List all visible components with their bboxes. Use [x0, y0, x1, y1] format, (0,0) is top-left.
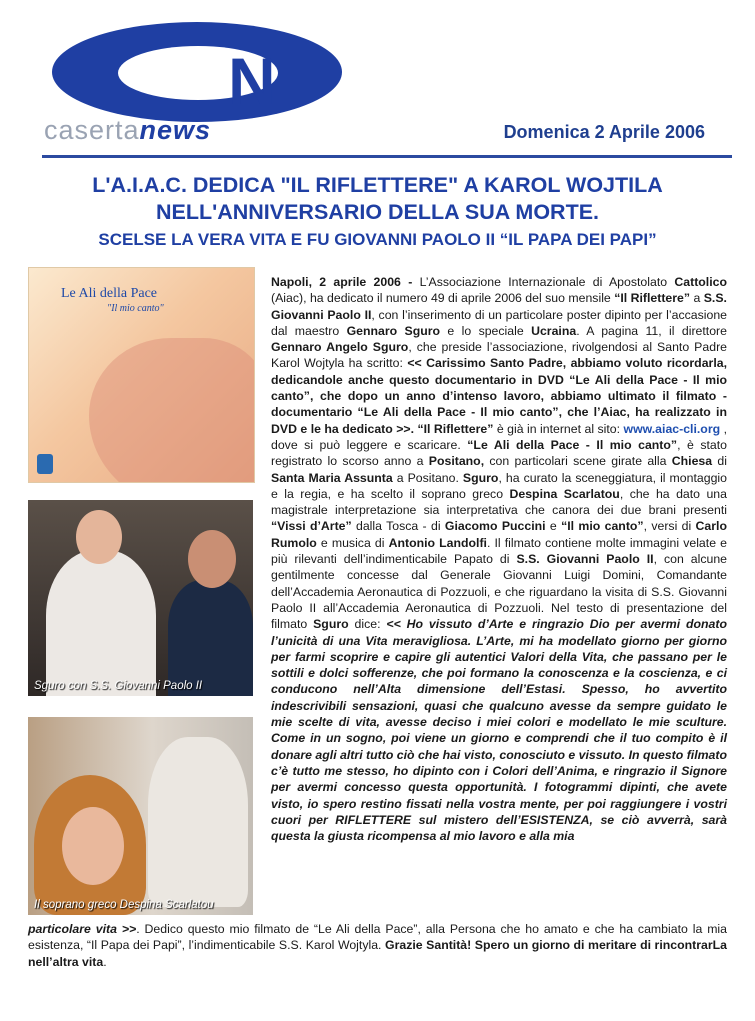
text-run: e musica di — [316, 535, 389, 550]
text-run: , versi di — [643, 519, 696, 534]
text-run: , con l’inserimento di un particolare poster dipinto per l’accasione dal maestro — [271, 307, 727, 338]
sculpture-bust — [148, 737, 248, 907]
man-figure — [168, 580, 253, 696]
photo-caption-2: Sguro con S.S. Giovanni Paolo II — [34, 680, 203, 692]
bold-run: Giacomo Puccini — [444, 519, 546, 534]
text-run: dalla Tosca - di — [351, 519, 445, 534]
headline-line-1: L'A.I.A.C. DEDICA "IL RIFLETTERE" A KAROL WOJTILA — [92, 173, 663, 197]
headline — [30, 172, 725, 226]
text-run: . Il filmato contiene molte immagini velate e più rilevanti dell’indimenticabile Papato di — [271, 535, 727, 567]
text-run: a Positano. — [392, 470, 463, 485]
quote-end: particolare vita >> — [28, 922, 137, 936]
photo-soprano — [28, 717, 253, 915]
brand-name — [44, 117, 211, 144]
bold-run: Cattolico — [674, 275, 727, 289]
text-run: e — [545, 519, 562, 534]
masthead — [0, 0, 755, 160]
text-run: , che ha dato una magistrale interpretazione sia interpretativa che canora dei due brani presenti — [271, 486, 727, 518]
logo-n-letter: N — [228, 44, 274, 118]
text-run: . Dedico questo mio filmato de “Le Ali della Pace”, alla Persona che ho amato e che ha cambiato la mia esistenza, “Il Papa dei Papi”, l’indimenticabile S.S. Karol Wojtyla. — [28, 922, 728, 953]
closing-thanks: Grazie Santità! Spero un giorno di meritare di rincontrarLa nell’altra vita — [28, 938, 727, 969]
text-run: di — [712, 454, 727, 469]
bold-run: Gennaro Sguro — [346, 323, 441, 338]
dvd-cover-image — [28, 267, 255, 483]
text-run: , dove si può leggere e scaricare. — [271, 421, 727, 452]
bold-run: Gennaro Angelo Sguro — [271, 340, 409, 355]
bold-run: Sguro — [462, 470, 499, 485]
website-link[interactable]: www.aiac-cli.org — [623, 421, 721, 436]
text-run: , che preside l’associazione, rivolgendosi al Santo Padre Karol Wojtyla ha scritto: — [271, 340, 727, 371]
bold-run: Despina Scarlatou — [509, 486, 620, 501]
brand-part-news: news — [139, 115, 212, 145]
bold-run: S.S. Giovanni Paolo II — [271, 291, 727, 322]
bold-run: Sguro — [313, 617, 349, 632]
cover-art-shape — [89, 338, 255, 483]
text-run: , con alcune gentilmente concesse dal Generale Giovanni Luigi Domini, Comandante dell’Accademia Aeronautica di Pozzuoli, e che riguardano la visita di S.S. Giovanni Paolo II all’Accademia Aeronautica di Pozzuoli. Nel testo di presentazione del filmato — [271, 552, 728, 632]
bold-run: “Vissi d’Arte” — [271, 519, 352, 534]
photo-sguro-with-pope — [28, 500, 253, 696]
text-run: . A pagina 11, il direttore — [576, 323, 727, 338]
bold-run: “Il mio canto” — [561, 519, 644, 534]
cover-title: Le Ali della Pace — [61, 286, 158, 301]
text-run: a — [690, 291, 704, 306]
bold-run: Antonio Landolfi — [388, 535, 487, 550]
photo-caption-3: Il soprano greco Despina Scarlatou — [34, 899, 214, 911]
brand-part-caserta: caserta — [44, 115, 140, 145]
quote-artist-statement: << Ho vissuto d’Arte e ringrazio Dio per avermi donato l’unicità di una Vita meravigliosa. L’Arte, mi ha modellato giorno per giorno per farmi scoprire e capire gli autentici Valori della Vita, che passano per le sottili e dolci sofferenze, che poi formano la conoscenza e la coscienza, e ci conducono nell’Alta dimensione dell’Estasi. Spesso, ho avvertito indescrivibili sensazioni, quasi che qualcuno avesse da sempre guidato le mie scelte di vita, avesse deciso i miei colori e modellato le mie sculture. Come in un sogno, poi viene un giorno e comprendi che il tuo compito è il donare agli altri tutto ciò che hai visto, conosciuto e vissuto. In questo filmato c’è tutto me stesso, ho dipinto con i Colori dell’Anima, e ringrazio il Signore per avermi concesso questa opportunità. I fotogrammi dipinti, che avete visto, io spero restino fissati nella vostra mente, per poi raggiungere i vostri cuori per RIFLETTERE sul mistero dell’ESISTENZA, se ciò avverrà, sarà questa la giusta ricompensa al mio lavoro e alla mia — [271, 617, 727, 844]
text-run: , ha curato la sceneggiatura, il montaggio e la regia, e ha scelto il soprano greco — [271, 470, 727, 501]
text-run: (Aiac), ha dedicato il numero 49 di aprile 2006 del suo mensile — [271, 291, 615, 306]
bold-run: S.S. Giovanni Paolo II — [516, 552, 654, 567]
man-head — [188, 530, 236, 588]
text-run: , è stato registrato lo scorso anno a — [271, 437, 727, 469]
bold-run: Santa Maria Assunta — [271, 470, 393, 485]
text-run: e lo speciale — [440, 323, 532, 338]
article-body-tail — [28, 921, 727, 970]
text-run: dice: — [348, 617, 387, 632]
cover-emblem-icon — [37, 454, 53, 474]
pope-figure — [46, 550, 156, 696]
headline-line-2: NELL'ANNIVERSARIO DELLA SUA MORTE. — [155, 200, 600, 224]
header-divider — [42, 155, 732, 158]
text-run: L’Associazione Internazionale di Apostolato — [412, 275, 675, 289]
bold-run: “Le Ali della Pace - Il mio canto” — [467, 437, 678, 452]
text-run: con particolari scene girate alla — [484, 454, 672, 469]
pope-head — [76, 510, 122, 564]
soprano-face — [62, 807, 124, 885]
bold-run: Chiesa — [671, 454, 713, 469]
subheadline: SCELSE LA VERA VITA E FU GIOVANNI PAOLO II “IL PAPA DEI PAPI” — [98, 230, 657, 249]
article-body — [271, 274, 727, 844]
text-run: è già in internet al sito: — [493, 421, 624, 436]
text-run: . — [103, 954, 107, 969]
issue-date: Domenica 2 Aprile 2006 — [503, 122, 705, 142]
bold-run: Ucraina — [531, 323, 577, 338]
cover-subtitle: "Il mio canto" — [107, 303, 164, 314]
bold-run: “Il Riflettere” — [614, 291, 691, 306]
quote-letter: << Carissimo Santo Padre, abbiamo voluto ricordarla, dedicandole anche questo documentario in DVD “Le Ali della Pace - Il mio canto”, che dopo un anno d’intenso lavoro, abbiamo ultimato il filmato - documentario “Le Ali della Pace - Il mio canto”, che l’Aiac, ha realizzato in DVD e le ha dedicato >>. “Il Riflettere” — [271, 356, 727, 436]
bold-run: Positano, — [428, 454, 485, 469]
bold-run: Carlo Rumolo — [271, 519, 727, 550]
dateline: Napoli, 2 aprile 2006 - — [271, 275, 413, 289]
